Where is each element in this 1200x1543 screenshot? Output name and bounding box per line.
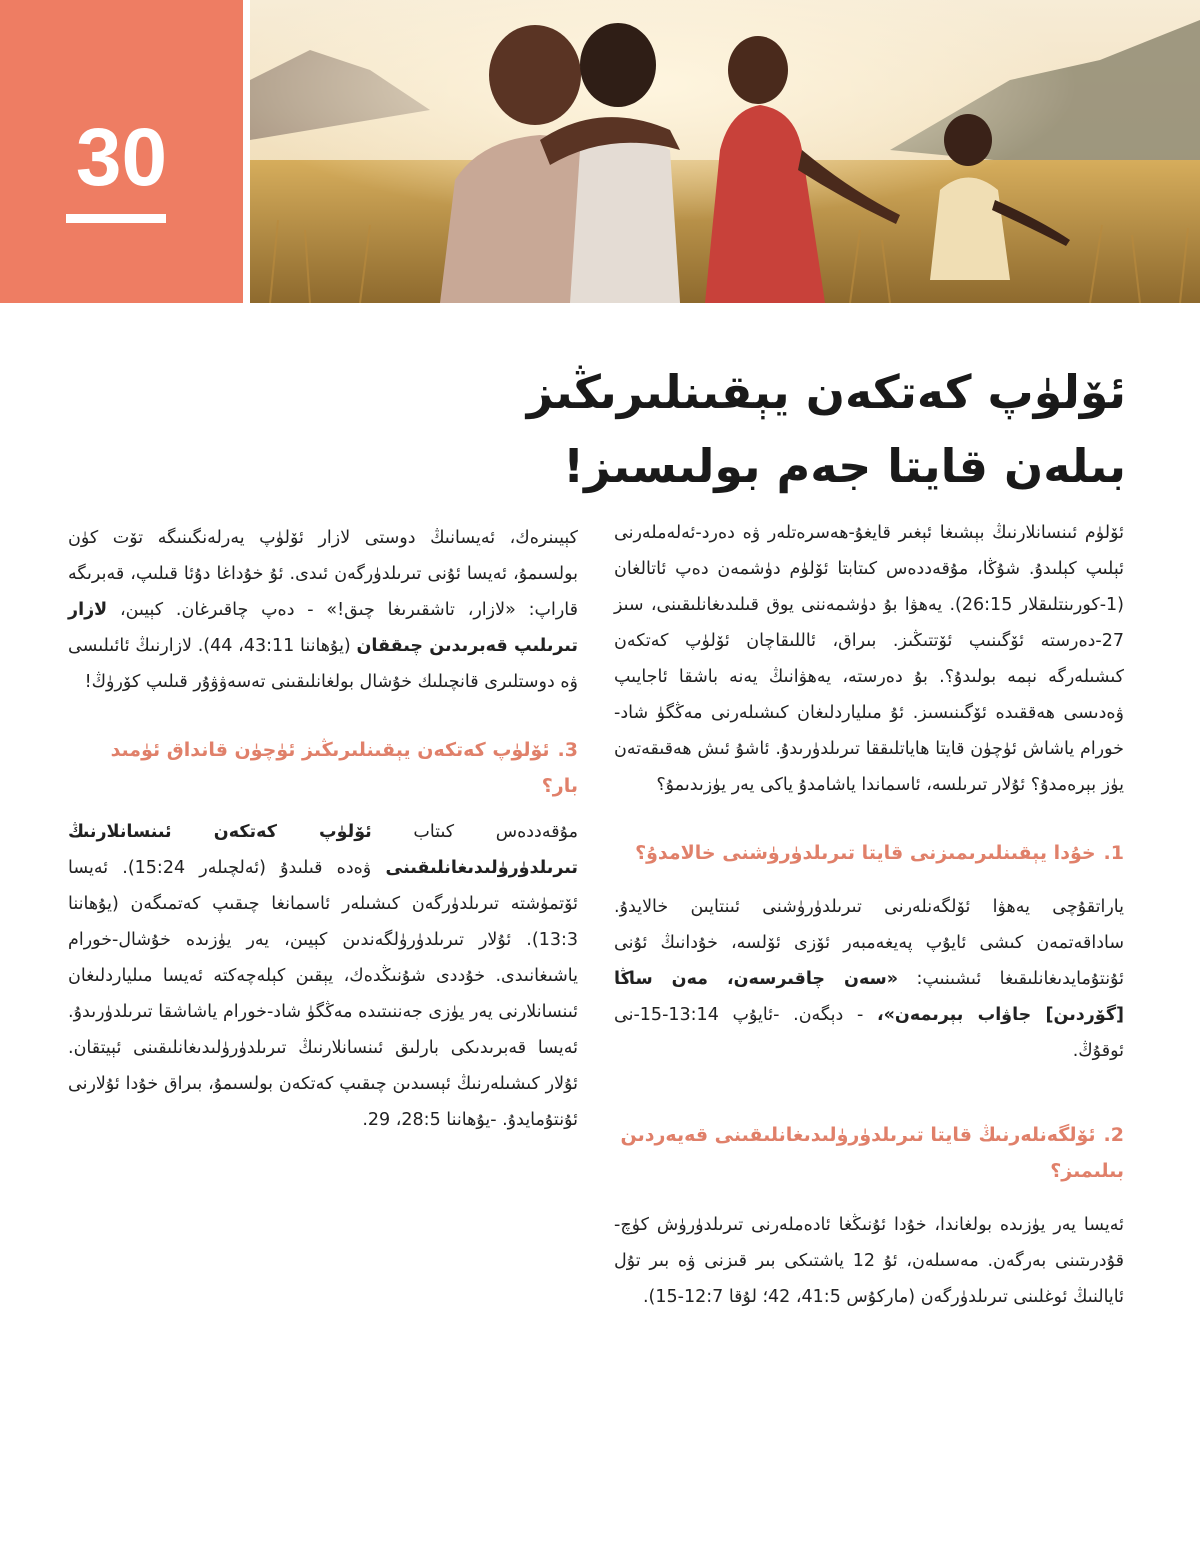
question-3-heading [68,732,578,804]
lazarus-bold: لازار تىرىلىپ قەبرىدىن چىققان [68,600,578,656]
section-1-reference: - دېگەن. -ئايۇپ 13:14-15-نى ئوقۇڭ. [614,1005,1124,1061]
question-3-number: 3. [557,739,578,761]
intro-paragraph: ئۆلۈم ئىنسانلارنىڭ بېشىغا ئېغىر قايغۇ-ھەسرەتلەر ۋە دەرد-ئەلەملەرنى ئېلىپ كېلىدۇ. شۇڭا، مۇقەددەس كىتابتا ئۆلۈم دۈشمەن دەپ ئاتالغان (1-كورىنتلىقلار 26:15). يەھۋا بۇ دۈشمەننى يوق قىلىدىغانلىقىنى، سىز 27-دەرستە ئۆگىنىپ ئۆتتىڭىز. بىراق، ئاللىقاچان ئۆلۈپ كەتكەن كىشىلەرگە نېمە بولىدۇ؟. بۇ دەرستە، يەھۋانىڭ يەنە باشقا ئاجايىپ ۋەدىسى ھەققىدە ئۆگىنىسىز. ئۇ مىلياردلىغان كىشىلەرنى مەڭگۈ شاد-خورام ياشاش ئۈچۈن قايتا ھاياتلىققا تىرىلدۈرىدۇ. ئاشۇ ئىش ھەقىقەتەن يۈز بېرەمدۇ؟ ئۇلار تىرىلسە، ئاسماندا ياشامدۇ ياكى يەر يۈزىدىمۇ؟ [614,523,1124,795]
question-1-text: خۇدا يېقىنلىرىمىزنى قايتا تىرىلدۈرۈشنى خالامدۇ؟ [635,842,1096,864]
left-column [68,520,578,1138]
section-1-paragraph [614,889,1124,1069]
question-3-text: ئۆلۈپ كەتكەن يېقىنلىرىڭىز ئۈچۈن قانداق ئۈمىد بار؟ [110,739,578,797]
lesson-number-underline [66,214,166,223]
question-2-text: ئۆلگەنلەرنىڭ قايتا تىرىلدۈرۈلىدىغانلىقىنى قەيەردىن بىلىمىز؟ [620,1124,1124,1182]
section-3-text-after: ۋەدە قىلىدۇ (ئەلچىلەر 15:24). ئەيسا ئۆتمۈشتە تىرىلدۈرگەن كىشىلەر ئاسمانغا چىقىپ كەتمىگەن (يۇھاننا 13:3). ئۇلار تىرىلدۈرۈلگەندىن كېيىن، يەر يۈزىدە خۇشال-خورام ياشىغانىدى. خۇددى شۇنىڭدەك، يېقىن كېلەچەكتە ئەيسا مىلياردلىغان ئىنسانلارنى يەر يۈزى جەننىتىدە مەڭگۈ شاد-خورام ياشاشقا تىرىلدۈرىدۇ. ئەيسا قەبرىدىكى بارلىق ئىنسانلارنىڭ تىرىلدۈرۈلىدىغانلىقىنى ئېيتقان. ئۇلار كىشىلەرنىڭ ئېسىدىن چىقىپ كەتكەن بولسىمۇ، بىراق خۇدا ئۇلارنى ئۇنتۇمايدۇ. -يۇھاننا 28:5، 29. [68,858,578,1130]
section-3-bold: ئۆلۈپ كەتكەن ئىنسانلارنىڭ تىرىلدۈرۈلىدىغانلىقىنى [68,822,578,878]
question-1-heading [614,835,1124,871]
family-in-meadow-image [250,0,1200,303]
question-1-number: 1. [1103,842,1124,864]
title-line-2: بىلەن قايتا جەم بولىسىز! [563,439,1126,493]
section-2-paragraph: ئەيسا يەر يۈزىدە بولغاندا، خۇدا ئۇنىڭغا ئادەملەرنى تىرىلدۈرۈش كۈچ-قۇدرىتىنى بەرگەن. مەسىلەن، ئۇ 12 ياشتىكى بىر قىزنى ۋە بىر تۇل ئايالنىڭ ئوغلىنى تىرىلدۈرگەن (ماركۇس 41:5، 42؛ لۇقا 12:7-15). [614,1215,1124,1307]
lazarus-paragraph [68,520,578,700]
question-2-number: 2. [1103,1124,1124,1146]
question-2-heading [614,1117,1124,1189]
lesson-number: 30 [75,112,168,203]
lesson-number-box [0,0,243,303]
right-column [614,515,1124,1315]
section-3-text-before: مۇقەددەس كىتاب [371,822,578,842]
lazarus-text-before: كېيىنرەك، ئەيسانىڭ دوستى لازار ئۆلۈپ يەرلەنگىنىگە تۆت كۈن بولسىمۇ، ئەيسا ئۇنى تىرىلدۈرگەن ئىدى. ئۇ خۇداغا دۇئا قىلىپ، قەبرىگە قاراپ: «لازار، تاشقىرىغا چىق!» - دەپ چاقىرغان. كېيىن، [68,528,578,620]
page-title [80,355,1126,503]
section-1-text: ياراتقۇچى يەھۋا ئۆلگەنلەرنى تىرىلدۈرۈشنى ئىنتايىن خالايدۇ. ساداقەتمەن كىشى ئايۇپ پەيغەمبەر ئۆزى ئۆلسە، خۇدانىڭ ئۇنى ئۇنتۇمايدىغانلىقىغا ئىشىنىپ: [614,897,1124,989]
lazarus-text-after: (يۇھاننا 43:11، 44). لازارنىڭ ئائىلىسى ۋە دوستلىرى قانچىلىك خۇشال بولغانلىقىنى تەسەۋۋۇر قىلىپ كۆرۈڭ! [68,636,578,692]
section-1-quote: «سەن چاقىرسەن، مەن ساڭا [گۆردىن] جاۋاب بېرىمەن»، [614,969,1124,1025]
title-line-1: ئۆلۈپ كەتكەن يېقىنلىرىڭىز [526,365,1126,419]
section-3-paragraph [68,814,578,1138]
hero-illustration [250,0,1200,303]
